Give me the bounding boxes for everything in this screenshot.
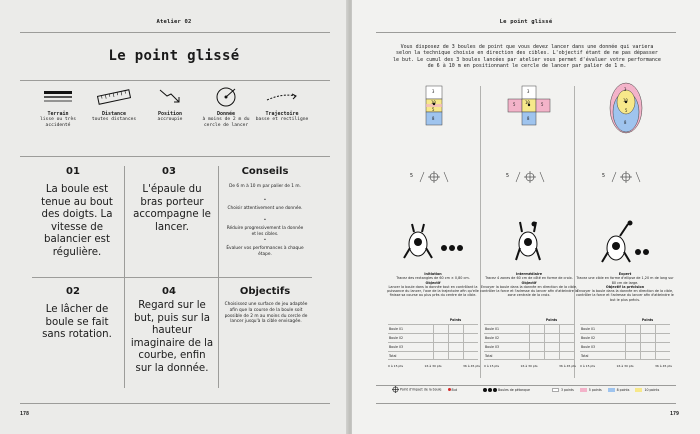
tip-number: 02 bbox=[66, 286, 80, 297]
boule-icon bbox=[493, 388, 497, 392]
target-label: 5 bbox=[625, 108, 628, 113]
level-description: Intermédiaire Tracez 4 zones de 60 cm de côté en forme de croix. Objectif Envoyer la boule dans la donnée en direction de la cible, contrôler la force et l'adresse du lancer afin d'atteindre la zone centrale de la croix. bbox=[480, 272, 578, 298]
page-number: 178 bbox=[20, 411, 30, 417]
target-label: 5 bbox=[541, 102, 544, 107]
crosshair-icon bbox=[392, 386, 399, 393]
tip-text: La boule est tenue au bout des doigts. La vitesse de balancier est régulière. bbox=[41, 184, 113, 258]
score-cell[interactable] bbox=[655, 342, 670, 351]
score-cell[interactable] bbox=[640, 334, 655, 343]
player-figure-icon bbox=[384, 220, 482, 268]
score-cell[interactable] bbox=[463, 342, 478, 351]
score-cell[interactable] bbox=[463, 325, 478, 334]
boule-icon bbox=[483, 388, 487, 392]
page-header: Atelier 02 bbox=[156, 19, 192, 25]
score-cell[interactable] bbox=[544, 325, 559, 334]
score-cell[interactable] bbox=[655, 334, 670, 343]
score-table: Points Boule 01 Boule 02 Boule 03 Total bbox=[580, 316, 670, 360]
legend-5pts: 5 points bbox=[580, 388, 602, 392]
divider bbox=[20, 80, 330, 81]
score-legend: 0 à 15 pts 16 à 30 pts 36 à 45 pts bbox=[580, 364, 672, 368]
ruler-icon bbox=[84, 86, 144, 108]
score-cell[interactable] bbox=[544, 342, 559, 351]
conseils-title: Conseils bbox=[241, 166, 289, 177]
conseils-item: Choisir attentivement une donnée. bbox=[227, 206, 303, 211]
terrain-icon bbox=[28, 86, 88, 108]
tip-text: Regard sur le but, puis sur la hauteur imaginaire de la courbe, enfin sur la donnée. bbox=[130, 300, 214, 374]
conseils-item: Évaluer vos performances à chaque étape. bbox=[226, 246, 304, 257]
distance-number: 5 bbox=[506, 173, 510, 179]
level-description: Expert Tracez une cible en forme d'ellipse de 1,20 m de long sur 80 cm de large. Objectif la précision Envoyer la boule dans la donnée en direction de la cible, contrôler la force et l'adresse du lancer afin d'atteindre le but le plus précis. bbox=[576, 272, 674, 302]
target-label: 5 bbox=[432, 107, 435, 112]
level-column-initiation bbox=[384, 80, 482, 398]
target-label: 3 bbox=[527, 89, 530, 94]
target-label: 3 bbox=[432, 89, 435, 94]
score-legend: 0 à 15 pts 16 à 30 pts 36 à 45 pts bbox=[388, 364, 480, 368]
score-cell[interactable] bbox=[640, 351, 655, 360]
throw-row bbox=[480, 168, 578, 188]
score-cell[interactable] bbox=[655, 351, 670, 360]
color-swatch bbox=[580, 388, 587, 392]
score-cell[interactable] bbox=[625, 325, 640, 334]
score-cell[interactable] bbox=[448, 325, 463, 334]
legend-impact: Point d'impact de la boule bbox=[392, 386, 442, 393]
score-cell[interactable] bbox=[640, 325, 655, 334]
page-number: 179 bbox=[670, 411, 680, 417]
feature-position: Position accroupie bbox=[140, 86, 200, 123]
legend-8pts: 8 points bbox=[608, 388, 630, 392]
target-label: 8 bbox=[432, 116, 435, 121]
divider bbox=[376, 403, 676, 404]
divider bbox=[20, 156, 330, 157]
conseils-item: Réduire progressivement la donnée et les cibles. bbox=[226, 226, 304, 237]
color-swatch bbox=[635, 388, 642, 392]
color-swatch bbox=[608, 388, 615, 392]
tip-text: L'épaule du bras porteur accompagne le lancer. bbox=[133, 184, 211, 233]
boule-icon bbox=[488, 388, 492, 392]
page-title: Le point glissé bbox=[108, 48, 240, 64]
aim-crosshair-icon bbox=[480, 168, 578, 188]
feature-trajectoire: Trajectoire basse et rectiligne bbox=[252, 86, 312, 123]
score-cell[interactable] bbox=[448, 334, 463, 343]
legend-boules: Boules de pétanque bbox=[483, 388, 530, 392]
legend-10pts: 10 points bbox=[635, 388, 659, 392]
objectifs-title: Objectifs bbox=[239, 286, 291, 297]
score-cell[interactable] bbox=[529, 351, 544, 360]
target-circle-icon bbox=[196, 86, 256, 108]
target-label: 8 bbox=[527, 116, 530, 121]
distance-number: 5 bbox=[602, 173, 606, 179]
position-arrow-icon bbox=[140, 86, 200, 108]
score-cell[interactable] bbox=[433, 325, 448, 334]
score-cell[interactable] bbox=[625, 351, 640, 360]
score-cell[interactable] bbox=[559, 342, 574, 351]
divider bbox=[376, 32, 676, 33]
feature-distance: Distance toutes distances bbox=[84, 86, 144, 123]
intro-text: Vous disposez de 3 boules de point que vous devez lancer dans une donnée qui variera selon la technique choisie en direction des cibles. L'objectif étant de ne pas dépasser le but. Le cumul des 3 boules lancées par atelier vous permet d'évaluer votre performance de 6 à 10 m en positionnant le cercle de lancer par palier de 1 m. bbox=[393, 44, 661, 69]
score-cell[interactable] bbox=[463, 351, 478, 360]
score-cell[interactable] bbox=[529, 325, 544, 334]
score-cell[interactable] bbox=[433, 334, 448, 343]
score-cell[interactable] bbox=[559, 334, 574, 343]
legend-3pts: 3 points bbox=[552, 388, 574, 392]
target-label: 10 bbox=[431, 100, 436, 105]
score-cell[interactable] bbox=[448, 342, 463, 351]
score-cell[interactable] bbox=[433, 351, 448, 360]
score-table: Points Boule 01 Boule 02 Boule 03 Total bbox=[484, 316, 574, 360]
level-column-intermediaire bbox=[480, 80, 578, 398]
player-figure-icon bbox=[480, 220, 578, 268]
score-cell[interactable] bbox=[529, 342, 544, 351]
feature-donnee: Donnée à moins de 2 m du cercle de lancer bbox=[196, 86, 256, 129]
divider bbox=[20, 32, 330, 33]
tip-text: Le lâcher de boule se fait sans rotation. bbox=[42, 304, 112, 340]
target-label: 8 bbox=[624, 120, 627, 125]
score-cell[interactable] bbox=[559, 325, 574, 334]
player-figure-icon bbox=[576, 220, 674, 268]
score-table: Points Boule 01 Boule 02 Boule 03 Total bbox=[388, 316, 478, 360]
tip-number: 01 bbox=[66, 166, 80, 177]
score-legend: 0 à 15 pts 16 à 30 pts 36 à 45 pts bbox=[484, 364, 576, 368]
tip-number: 03 bbox=[162, 166, 176, 177]
score-cell[interactable] bbox=[448, 351, 463, 360]
conseils-item: De 6 m à 10 m par palier de 1 m. bbox=[229, 184, 301, 189]
score-cell[interactable] bbox=[544, 334, 559, 343]
target-label: 5 bbox=[513, 102, 516, 107]
objectifs-text: Choisissez une surface de jeu adaptée afin que la course de la boule soit possible de 2 m au moins du cercle de lancer jusqu'à la cible envisagée. bbox=[224, 302, 308, 325]
score-cell[interactable] bbox=[625, 342, 640, 351]
left-page: Atelier 02 Le point glissé Terrain lisse ou très accidenté Distance toutes distances Position accroupie Donnée à moins de 2 m du cercle de lancer Trajectoire basse et rectiligne 01 La boule est tenue au bout des doigts. La vitesse de balancier est régulière. 03 L'épaule du bras porteur accompagne le lancer. 02 Le lâcher de boule se fait sans rotation. 04 Regard sur le but, puis sur la hauteur imaginaire de la courbe, enfin sur la donnée. Conseils De 6 m à 10 m par palier de 1 m. · Choisir attentivement une donnée. · Réduire progressivement la donnée et les cibles. · Évaluer vos performances à chaque étape. Objectifs Choisissez une surface de jeu adaptée afin que la course de la boule soit possible de 2 m au moins du cercle de lancer jusqu'à la cible envisagée. 178 bbox=[0, 0, 348, 434]
level-description: Initiation Tracez des rectangles de 60 cm × 0,80 cm. Objectif Lancer la boule dans la donnée tout en contrôlant la puissance du lancer, l'axe de la trajectoire afin qu'elle finisse sa course au plus près du centre de la cible. bbox=[387, 272, 479, 298]
aim-crosshair-icon bbox=[384, 168, 482, 188]
distance-number: 5 bbox=[410, 173, 414, 179]
page-header: Le point glissé bbox=[499, 19, 553, 25]
level-column-expert bbox=[576, 80, 674, 398]
throw-row bbox=[384, 168, 482, 188]
score-cell[interactable] bbox=[640, 342, 655, 351]
aim-crosshair-icon bbox=[576, 168, 674, 188]
divider bbox=[32, 277, 312, 278]
score-cell[interactable] bbox=[559, 351, 574, 360]
color-swatch bbox=[552, 388, 559, 392]
score-cell[interactable] bbox=[655, 325, 670, 334]
score-cell[interactable] bbox=[433, 342, 448, 351]
score-cell[interactable] bbox=[544, 351, 559, 360]
legend-but: But bbox=[448, 388, 457, 392]
tip-number: 04 bbox=[162, 286, 176, 297]
feature-terrain: Terrain lisse ou très accidenté bbox=[28, 86, 88, 129]
score-cell[interactable] bbox=[529, 334, 544, 343]
trajectory-icon bbox=[252, 86, 312, 108]
score-cell[interactable] bbox=[625, 334, 640, 343]
page-legend bbox=[392, 386, 666, 393]
divider bbox=[20, 403, 330, 404]
jack-ball-icon bbox=[448, 388, 451, 391]
score-cell[interactable] bbox=[463, 334, 478, 343]
target-label: 3 bbox=[624, 87, 627, 92]
throw-row bbox=[576, 168, 674, 188]
target-label: 10 bbox=[525, 100, 530, 105]
target-label: 10 bbox=[623, 98, 628, 103]
